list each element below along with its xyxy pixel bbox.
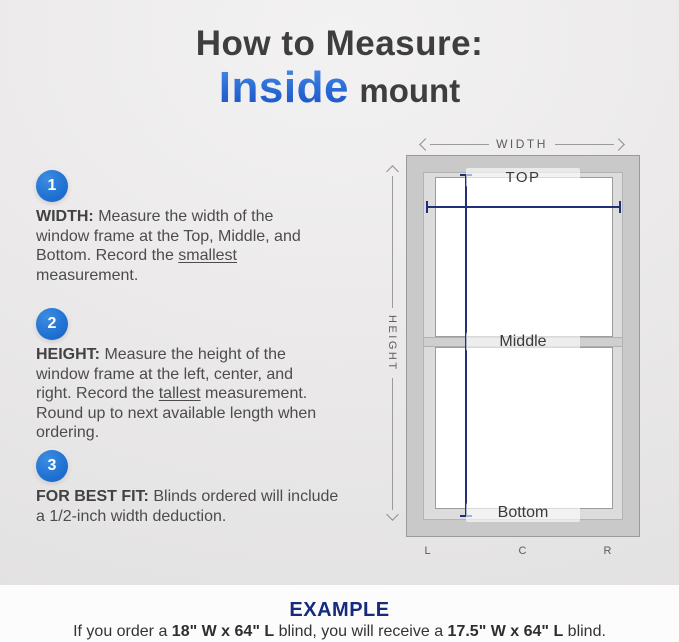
label-center-c: C — [518, 545, 528, 557]
width-measurement-line — [426, 201, 621, 213]
step-1-text: WIDTH: Measure the width of the window frame at the Top, Middle, and Bottom. Record the smallest measurement. — [36, 208, 301, 284]
arrow-down-icon — [386, 508, 399, 521]
width-arrow-label: WIDTH — [496, 137, 548, 151]
step-2-text: HEIGHT: Measure the height of the window frame at the left, center, and right. Record the tallest measurement. Round up to next available length when ordering. — [36, 346, 317, 441]
label-middle: Middle — [466, 332, 580, 351]
width-arrow — [421, 137, 623, 151]
step-2-underlined-word: tallest — [158, 385, 201, 402]
step-3 — [36, 450, 381, 526]
step-1-number-badge: 1 — [36, 170, 68, 202]
step-1-underlined-word: smallest — [178, 247, 237, 264]
label-left-l: L — [424, 545, 432, 557]
height-arrow-label: HEIGHT — [386, 314, 398, 372]
step-2 — [36, 308, 381, 443]
title-highlight-inside: Inside — [218, 63, 349, 112]
label-top: TOP — [466, 168, 580, 187]
step-3-keyword: FOR BEST FIT: — [36, 488, 149, 505]
arrow-up-icon — [386, 165, 399, 178]
title-suffix-mount: mount — [359, 72, 461, 109]
example-sentence: If you order a 18" W x 64" L blind, you will receive a 17.5" W x 64" L blind. — [73, 623, 606, 640]
title-block — [0, 24, 679, 121]
example-heading: EXAMPLE — [289, 599, 390, 621]
page-title: How to Measure: — [195, 24, 484, 63]
ordered-size: 18" W x 64" L — [171, 623, 275, 640]
step-3-text: FOR BEST FIT: Blinds ordered will include a 1/2-inch width deduction. — [36, 488, 339, 525]
label-bottom: Bottom — [466, 503, 580, 522]
received-size: 17.5" W x 64" L — [447, 623, 564, 640]
step-1-keyword: WIDTH: — [36, 208, 94, 225]
page-subtitle — [0, 65, 679, 121]
step-2-keyword: HEIGHT: — [36, 346, 100, 363]
example-footer — [0, 585, 679, 642]
step-1 — [36, 170, 381, 285]
height-arrow — [383, 167, 401, 519]
step-2-number-badge: 2 — [36, 308, 68, 340]
step-3-number-badge: 3 — [36, 450, 68, 482]
arrow-left-icon — [419, 138, 432, 151]
label-right-r: R — [603, 545, 613, 557]
arrow-right-icon — [612, 138, 625, 151]
